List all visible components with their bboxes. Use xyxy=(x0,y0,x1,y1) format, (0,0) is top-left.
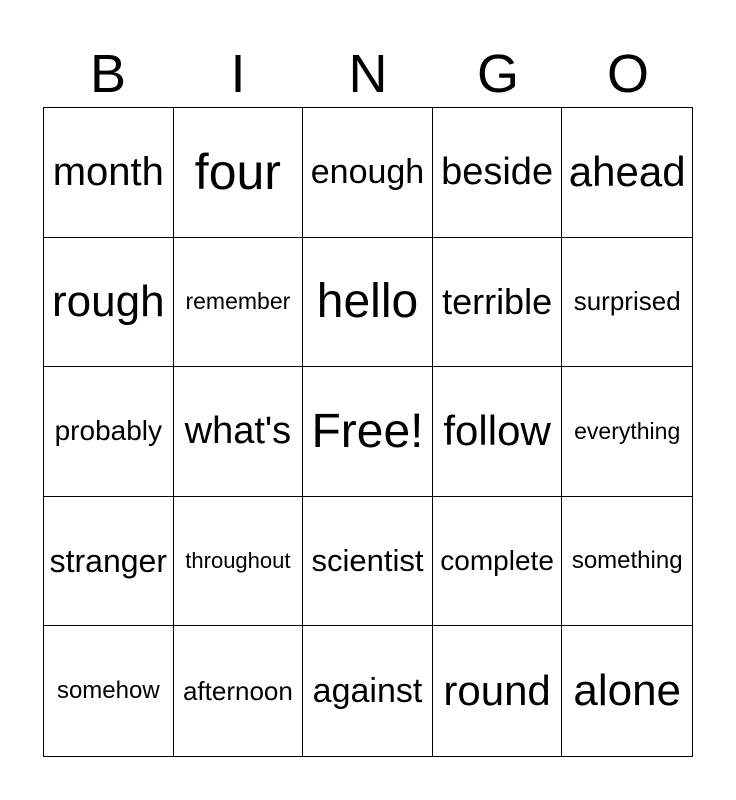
bingo-cell[interactable] xyxy=(433,238,563,368)
bingo-cell-word: hello xyxy=(316,275,419,329)
bingo-cell-word: alone xyxy=(573,666,682,716)
bingo-cell[interactable] xyxy=(174,238,304,368)
bingo-cell[interactable] xyxy=(44,497,174,627)
bingo-cell-word: something xyxy=(571,547,683,575)
bingo-cell[interactable] xyxy=(562,626,692,756)
bingo-cell-word: rough xyxy=(52,276,165,326)
bingo-cell-word: terrible xyxy=(442,280,553,322)
header-letter-o: O xyxy=(606,44,649,104)
bingo-cell[interactable] xyxy=(44,626,174,756)
bingo-cell-word: follow xyxy=(443,407,551,455)
bingo-cell-word: month xyxy=(52,149,164,194)
bingo-cell-word: beside xyxy=(441,150,554,193)
bingo-cell-word: probably xyxy=(54,415,162,447)
bingo-cell-word: surprised xyxy=(573,286,681,317)
bingo-free-cell[interactable] xyxy=(303,367,433,497)
bingo-cell-word: throughout xyxy=(185,548,291,574)
bingo-cell[interactable] xyxy=(174,367,304,497)
bingo-cell-word: everything xyxy=(574,417,681,444)
bingo-cell-word: somehow xyxy=(56,677,160,705)
bingo-cell-word: against xyxy=(312,671,423,710)
bingo-cell[interactable] xyxy=(433,626,563,756)
bingo-cell[interactable] xyxy=(44,238,174,368)
header-letter-n: N xyxy=(348,44,388,104)
bingo-cell[interactable] xyxy=(303,497,433,627)
bingo-cell[interactable] xyxy=(303,238,433,368)
bingo-cell[interactable] xyxy=(174,626,304,756)
bingo-cell-word: afternoon xyxy=(182,675,293,706)
bingo-cell[interactable] xyxy=(303,626,433,756)
bingo-cell[interactable] xyxy=(433,367,563,497)
bingo-cell[interactable] xyxy=(562,497,692,627)
bingo-cell-word: round xyxy=(443,667,551,715)
bingo-cell[interactable] xyxy=(44,367,174,497)
bingo-cell[interactable] xyxy=(562,108,692,238)
bingo-cell[interactable] xyxy=(562,367,692,497)
bingo-cell[interactable] xyxy=(433,108,563,238)
bingo-cell[interactable] xyxy=(433,497,563,627)
bingo-header xyxy=(43,40,693,108)
bingo-cell[interactable] xyxy=(174,108,304,238)
header-letter-b: B xyxy=(89,44,127,104)
header-letter-g: G xyxy=(476,44,519,104)
bingo-cell-word: ahead xyxy=(568,148,686,196)
bingo-cell-word: remember xyxy=(185,288,291,315)
bingo-board xyxy=(43,107,693,757)
bingo-cell-word: Free! xyxy=(311,404,424,458)
bingo-cell[interactable] xyxy=(562,238,692,368)
bingo-cell-word: complete xyxy=(440,545,554,577)
bingo-cell-word: what's xyxy=(184,409,292,452)
bingo-cell-word: scientist xyxy=(311,543,424,579)
bingo-cell-word: stranger xyxy=(49,542,167,579)
bingo-cell[interactable] xyxy=(174,497,304,627)
bingo-cell[interactable] xyxy=(303,108,433,238)
bingo-cell-word: four xyxy=(194,144,281,201)
bingo-cell[interactable] xyxy=(44,108,174,238)
bingo-cell-word: enough xyxy=(310,152,425,191)
header-letter-i: I xyxy=(230,44,246,104)
